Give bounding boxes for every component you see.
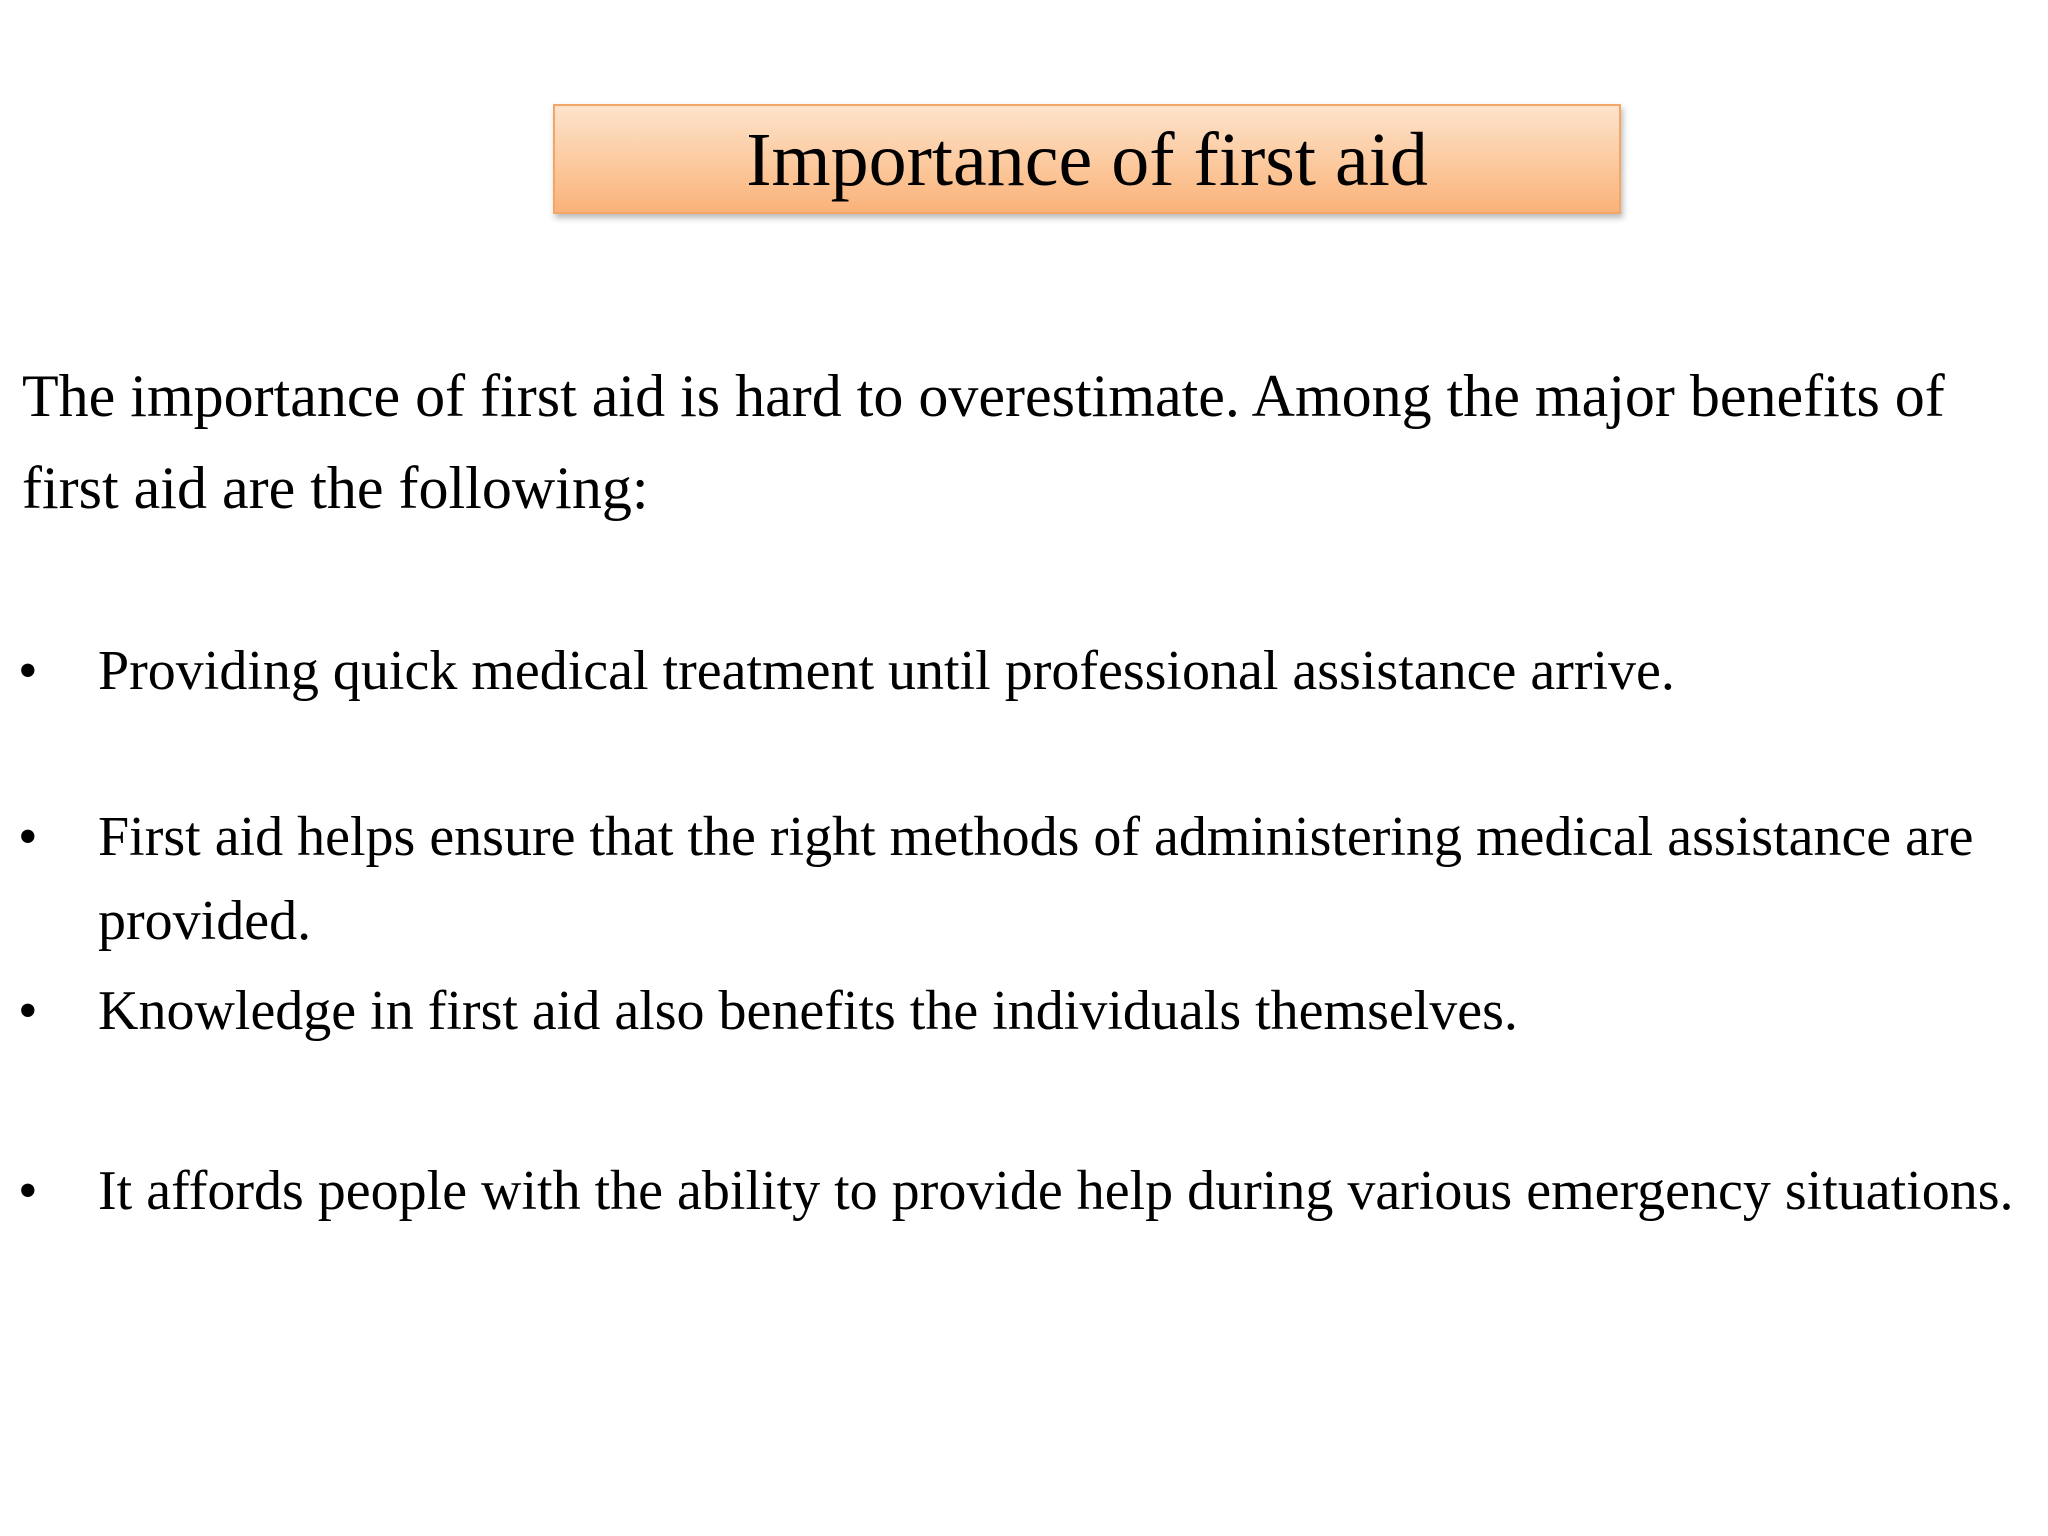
slide-title: Importance of first aid xyxy=(746,118,1428,202)
bullet-marker: • xyxy=(18,980,38,1042)
bullet-text: Providing quick medical treatment until professional assistance arrive. xyxy=(98,640,1675,702)
bullet-text: Knowledge in first aid also benefits the individuals themselves. xyxy=(98,980,1518,1042)
bullet-text: First aid helps ensure that the right methods of administering medical assistance are provided. xyxy=(98,806,1974,952)
bullet-marker: • xyxy=(18,806,38,868)
intro-paragraph: The importance of first aid is hard to overestimate. Among the major benefits of first aid are the following: xyxy=(22,363,1945,521)
bullet-marker: • xyxy=(18,1160,38,1222)
bullet-text: It affords people with the ability to provide help during various emergency situations. xyxy=(98,1160,2014,1222)
title-box xyxy=(553,104,1621,214)
bullet-marker: • xyxy=(18,640,38,702)
